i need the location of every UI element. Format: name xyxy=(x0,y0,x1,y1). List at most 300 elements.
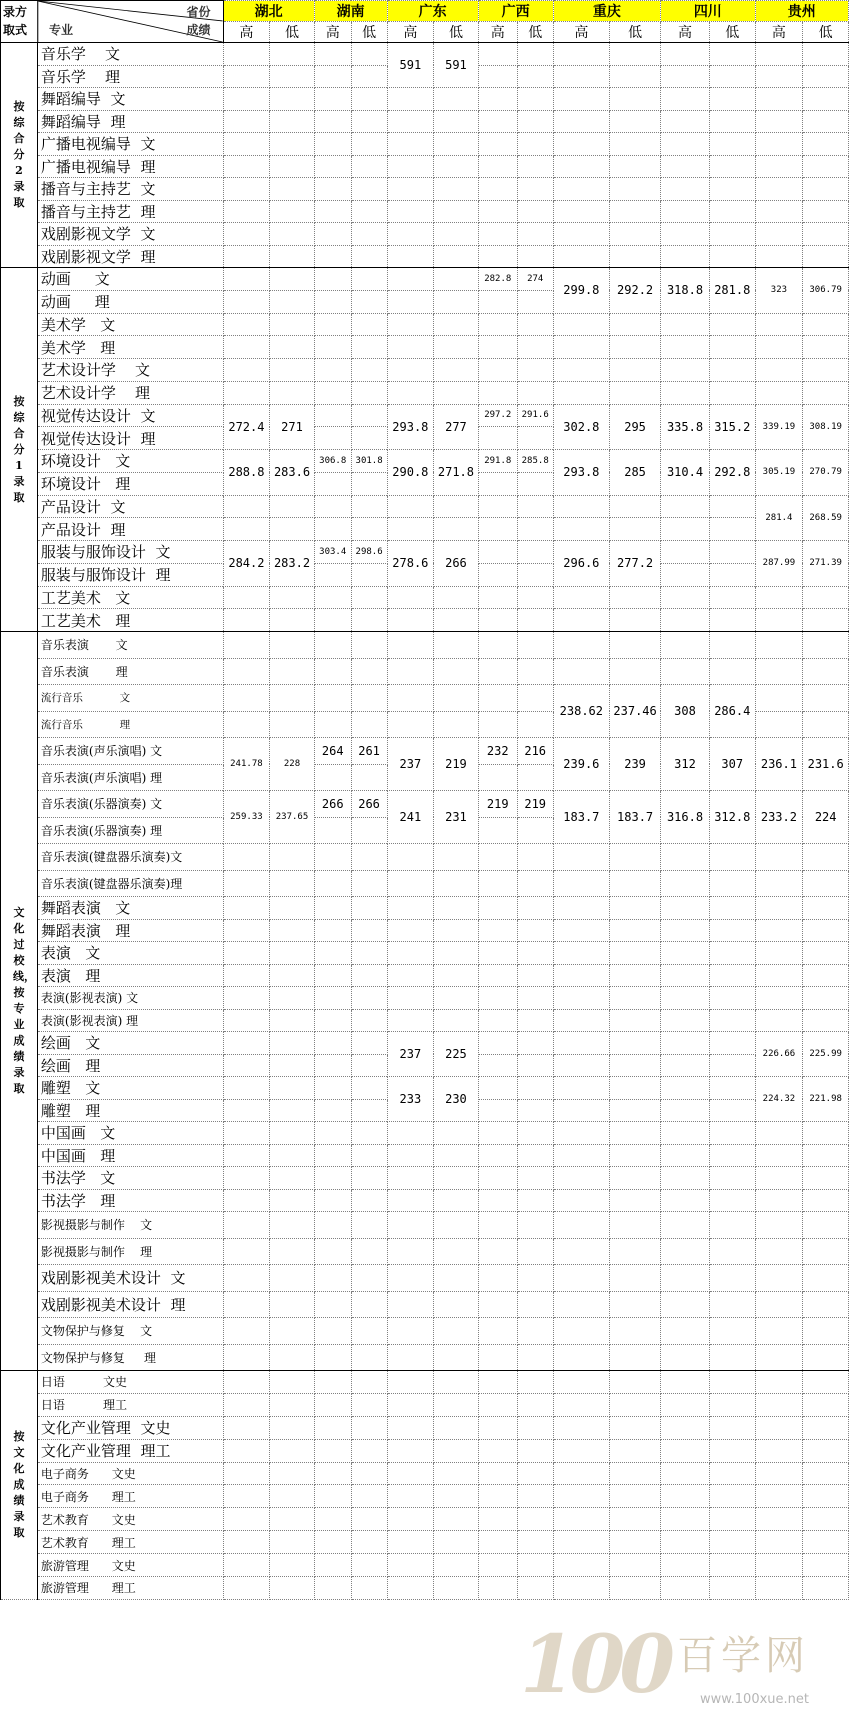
watermark-number: 100 xyxy=(520,1617,669,1711)
score-high-cell xyxy=(661,223,710,246)
high-label: 高 xyxy=(755,22,803,43)
score-low-cell: 591 xyxy=(434,43,479,88)
score-low-cell xyxy=(270,658,315,685)
score-high-cell xyxy=(314,1462,351,1485)
score-high-cell xyxy=(661,1577,710,1600)
province-chongqing: 重庆 xyxy=(553,1,660,22)
score-high-cell xyxy=(223,632,270,659)
score-high-cell xyxy=(223,1462,270,1485)
score-high-cell xyxy=(478,1462,517,1485)
score-low-cell xyxy=(610,1508,661,1531)
score-high-cell xyxy=(478,1099,517,1122)
major-name: 艺术设计学 文 xyxy=(37,359,223,382)
score-low-cell xyxy=(709,964,755,987)
score-low-cell xyxy=(517,1291,553,1318)
score-high-cell xyxy=(661,563,710,586)
score-high-cell xyxy=(553,1167,609,1190)
score-low-cell xyxy=(270,110,315,133)
major-name: 产品设计 理 xyxy=(37,518,223,541)
table-row xyxy=(1,1167,849,1190)
score-high-cell xyxy=(478,1032,517,1055)
score-low-cell xyxy=(434,268,479,291)
score-low-cell: 306.79 xyxy=(803,268,849,314)
score-high-cell xyxy=(223,1212,270,1239)
table-row xyxy=(1,110,849,133)
score-low-cell xyxy=(351,563,387,586)
province-hunan: 湖南 xyxy=(314,1,387,22)
score-high-cell xyxy=(387,1291,434,1318)
province-hubei: 湖北 xyxy=(223,1,314,22)
score-high-cell xyxy=(314,359,351,382)
score-high-cell xyxy=(661,897,710,920)
score-low-cell xyxy=(434,964,479,987)
score-high-cell: 296.6 xyxy=(553,541,609,587)
score-high-cell xyxy=(553,65,609,88)
score-low-cell xyxy=(351,381,387,404)
score-high-cell xyxy=(314,427,351,450)
table-row xyxy=(1,1144,849,1167)
score-high-cell xyxy=(755,1122,803,1145)
score-low-cell xyxy=(709,88,755,111)
admission-method-cell xyxy=(1,43,38,268)
score-high-cell xyxy=(553,245,609,268)
score-high-cell xyxy=(314,245,351,268)
score-high-cell xyxy=(755,897,803,920)
score-high-cell xyxy=(755,223,803,246)
score-high-cell xyxy=(553,658,609,685)
score-high-cell xyxy=(661,1393,710,1416)
major-name: 文物保护与修复 理 xyxy=(37,1344,223,1371)
score-high-cell xyxy=(223,1371,270,1394)
score-high-cell xyxy=(661,1485,710,1508)
score-low-cell xyxy=(610,586,661,609)
score-low-cell xyxy=(270,1122,315,1145)
score-high-cell: 224.32 xyxy=(755,1077,803,1122)
province-sichuan: 四川 xyxy=(661,1,755,22)
score-high-cell xyxy=(661,658,710,685)
score-high-cell xyxy=(478,764,517,791)
score-high-cell xyxy=(314,609,351,632)
score-high-cell xyxy=(314,1054,351,1077)
score-high-cell xyxy=(223,609,270,632)
score-low-cell xyxy=(517,110,553,133)
table-row xyxy=(1,541,849,564)
score-low-cell xyxy=(434,1554,479,1577)
score-low-cell xyxy=(517,541,553,564)
score-low-cell xyxy=(803,1009,849,1032)
score-high-cell: 284.2 xyxy=(223,541,270,587)
score-high-cell xyxy=(755,987,803,1010)
score-low-cell: 281.8 xyxy=(709,268,755,314)
score-high-cell xyxy=(661,381,710,404)
score-high-cell xyxy=(661,1032,710,1055)
score-high-cell xyxy=(661,1238,710,1265)
score-high-cell xyxy=(478,817,517,844)
score-low-cell xyxy=(351,897,387,920)
table-row xyxy=(1,268,849,291)
score-low-cell: 277.2 xyxy=(610,541,661,587)
score-low-cell: 283.2 xyxy=(270,541,315,587)
score-high-cell xyxy=(387,609,434,632)
score-high-cell xyxy=(314,1122,351,1145)
major-name: 电子商务 文史 xyxy=(37,1462,223,1485)
score-low-cell xyxy=(270,1077,315,1100)
major-name: 音乐表演(乐器演奏) 文 xyxy=(37,791,223,818)
watermark-url: www.100xue.net xyxy=(699,1692,809,1707)
score-high-cell xyxy=(387,870,434,897)
score-high-cell xyxy=(314,200,351,223)
score-high-cell xyxy=(478,919,517,942)
score-low-cell xyxy=(709,1531,755,1554)
score-high-cell xyxy=(314,1099,351,1122)
score-low-cell xyxy=(803,359,849,382)
score-low-cell xyxy=(803,1462,849,1485)
low-label: 低 xyxy=(517,22,553,43)
score-high-cell xyxy=(755,359,803,382)
score-high-cell xyxy=(755,155,803,178)
score-high-cell xyxy=(314,1531,351,1554)
score-high-cell: 316.8 xyxy=(661,791,710,844)
table-row xyxy=(1,942,849,965)
score-high-cell xyxy=(387,1531,434,1554)
score-high-cell xyxy=(387,1212,434,1239)
score-low-cell: 312.8 xyxy=(709,791,755,844)
score-low-cell: 295 xyxy=(610,404,661,450)
score-high-cell xyxy=(661,632,710,659)
score-low-cell xyxy=(351,43,387,66)
score-high-cell xyxy=(755,1531,803,1554)
score-high-cell xyxy=(387,518,434,541)
score-high-cell xyxy=(314,817,351,844)
score-low-cell xyxy=(434,133,479,156)
score-low-cell xyxy=(517,65,553,88)
score-low-cell xyxy=(351,313,387,336)
score-low-cell xyxy=(270,1291,315,1318)
score-low-cell xyxy=(709,381,755,404)
score-low-cell xyxy=(434,1577,479,1600)
score-high-cell xyxy=(314,336,351,359)
score-low-cell xyxy=(709,245,755,268)
score-low-cell xyxy=(610,1144,661,1167)
score-low-cell xyxy=(270,586,315,609)
score-high-cell xyxy=(755,711,803,738)
score-low-cell xyxy=(803,65,849,88)
score-high-cell xyxy=(661,1144,710,1167)
score-low-cell xyxy=(803,155,849,178)
score-low-cell xyxy=(517,1099,553,1122)
score-low-cell xyxy=(517,1265,553,1292)
score-low-cell xyxy=(517,942,553,965)
score-high-cell xyxy=(478,1371,517,1394)
score-low-cell xyxy=(434,336,479,359)
score-low-cell xyxy=(351,764,387,791)
score-high-cell xyxy=(314,1265,351,1292)
score-high-cell xyxy=(387,155,434,178)
score-low-cell xyxy=(803,711,849,738)
score-low-cell xyxy=(709,1009,755,1032)
table-row xyxy=(1,919,849,942)
score-low-cell xyxy=(610,336,661,359)
score-low-cell xyxy=(270,381,315,404)
score-high-cell xyxy=(478,897,517,920)
score-low-cell xyxy=(610,1009,661,1032)
score-low-cell xyxy=(517,1531,553,1554)
score-high-cell xyxy=(553,1077,609,1100)
major-name: 舞蹈编导 理 xyxy=(37,110,223,133)
score-high-cell xyxy=(755,336,803,359)
score-low-cell xyxy=(351,1577,387,1600)
score-low-cell xyxy=(270,1462,315,1485)
score-low-cell xyxy=(270,518,315,541)
score-high-cell xyxy=(387,1508,434,1531)
score-high-cell xyxy=(661,844,710,871)
score-high-cell: 293.8 xyxy=(387,404,434,450)
score-low-cell xyxy=(434,1416,479,1439)
score-low-cell: 307 xyxy=(709,738,755,791)
score-high-cell xyxy=(387,1554,434,1577)
score-high-cell xyxy=(478,133,517,156)
table-row xyxy=(1,1077,849,1100)
table-row xyxy=(1,1189,849,1212)
score-high-cell xyxy=(755,870,803,897)
score-low-cell xyxy=(270,1144,315,1167)
score-high-cell xyxy=(478,609,517,632)
major-name: 表演(影视表演) 文 xyxy=(37,987,223,1010)
high-label: 高 xyxy=(387,22,434,43)
table-row xyxy=(1,245,849,268)
score-low-cell xyxy=(803,1485,849,1508)
score-low-cell xyxy=(351,427,387,450)
score-high-cell xyxy=(661,200,710,223)
score-high-cell: 219 xyxy=(478,791,517,818)
table-row xyxy=(1,155,849,178)
score-high-cell xyxy=(223,1291,270,1318)
score-low-cell xyxy=(351,1508,387,1531)
table-row xyxy=(1,987,849,1010)
major-name: 产品设计 文 xyxy=(37,495,223,518)
score-high-cell xyxy=(553,942,609,965)
score-high-cell xyxy=(223,1344,270,1371)
score-low-cell: 291.6 xyxy=(517,404,553,427)
score-low-cell xyxy=(434,381,479,404)
score-high-cell xyxy=(478,110,517,133)
score-high-cell xyxy=(661,359,710,382)
admission-method-cell xyxy=(1,268,38,632)
score-high-cell xyxy=(661,942,710,965)
score-high-cell xyxy=(478,685,517,712)
score-low-cell xyxy=(351,1371,387,1394)
score-low-cell xyxy=(434,919,479,942)
score-high-cell xyxy=(755,1189,803,1212)
table-row xyxy=(1,791,849,818)
score-high-cell xyxy=(478,178,517,201)
table-row xyxy=(1,1371,849,1394)
score-low-cell xyxy=(434,290,479,313)
table-row xyxy=(1,964,849,987)
score-high-cell xyxy=(553,632,609,659)
score-low-cell xyxy=(610,65,661,88)
score-high-cell xyxy=(223,1099,270,1122)
score-high-cell xyxy=(553,495,609,518)
score-low-cell xyxy=(709,870,755,897)
score-low-cell xyxy=(351,223,387,246)
score-high-cell xyxy=(553,919,609,942)
major-name: 表演 文 xyxy=(37,942,223,965)
score-high-cell xyxy=(314,685,351,712)
score-low-cell xyxy=(803,987,849,1010)
score-low-cell xyxy=(709,632,755,659)
score-low-cell xyxy=(270,1054,315,1077)
score-low-cell xyxy=(610,245,661,268)
score-low-cell xyxy=(709,658,755,685)
score-low-cell xyxy=(270,711,315,738)
score-low-cell xyxy=(517,586,553,609)
score-high-cell xyxy=(223,1189,270,1212)
score-low-cell xyxy=(517,1032,553,1055)
score-high-cell xyxy=(553,200,609,223)
major-name: 电子商务 理工 xyxy=(37,1485,223,1508)
score-low-cell: 285 xyxy=(610,450,661,496)
score-high-cell xyxy=(755,1416,803,1439)
score-low-cell xyxy=(803,1122,849,1145)
score-low-cell xyxy=(610,1318,661,1345)
score-high-cell xyxy=(478,1238,517,1265)
score-high-cell xyxy=(478,1344,517,1371)
score-low-cell xyxy=(610,200,661,223)
score-low-cell xyxy=(270,609,315,632)
score-high-cell: 335.8 xyxy=(661,404,710,450)
score-low-cell xyxy=(351,88,387,111)
major-name: 美术学 理 xyxy=(37,336,223,359)
score-low-cell xyxy=(434,586,479,609)
score-low-cell xyxy=(803,200,849,223)
score-low-cell xyxy=(803,245,849,268)
score-low-cell xyxy=(434,1508,479,1531)
score-high-cell xyxy=(755,1371,803,1394)
table-row xyxy=(1,359,849,382)
score-high-cell xyxy=(223,942,270,965)
score-low-cell xyxy=(610,1577,661,1600)
score-high-cell xyxy=(314,178,351,201)
score-high-cell xyxy=(553,359,609,382)
score-low-cell xyxy=(709,942,755,965)
score-high-cell xyxy=(755,1485,803,1508)
score-high-cell xyxy=(314,586,351,609)
score-low-cell xyxy=(803,919,849,942)
score-low-cell xyxy=(351,1393,387,1416)
score-high-cell xyxy=(661,155,710,178)
score-high-cell xyxy=(478,844,517,871)
score-high-cell: 239.6 xyxy=(553,738,609,791)
score-low-cell xyxy=(709,518,755,541)
score-low-cell: 274 xyxy=(517,268,553,291)
score-low-cell: 285.8 xyxy=(517,450,553,473)
score-low-cell xyxy=(803,110,849,133)
score-high-cell xyxy=(387,1416,434,1439)
score-low-cell xyxy=(610,178,661,201)
score-high-cell xyxy=(478,1189,517,1212)
score-high-cell xyxy=(314,1577,351,1600)
score-high-cell xyxy=(755,110,803,133)
table-row xyxy=(1,1291,849,1318)
score-high-cell xyxy=(223,290,270,313)
score-high-cell: 299.8 xyxy=(553,268,609,314)
score-low-cell xyxy=(270,1439,315,1462)
score-high-cell xyxy=(314,313,351,336)
score-high-cell: 310.4 xyxy=(661,450,710,496)
score-high-cell xyxy=(223,313,270,336)
table-row xyxy=(1,870,849,897)
score-high-cell xyxy=(223,110,270,133)
score-high-cell xyxy=(314,987,351,1010)
score-high-cell xyxy=(387,1577,434,1600)
score-high-cell: 226.66 xyxy=(755,1032,803,1077)
score-high-cell xyxy=(387,1371,434,1394)
score-high-cell xyxy=(553,1508,609,1531)
score-low-cell xyxy=(803,1371,849,1394)
score-high-cell xyxy=(661,1077,710,1100)
score-low-cell xyxy=(351,1054,387,1077)
score-low-cell: 231 xyxy=(434,791,479,844)
low-label: 低 xyxy=(351,22,387,43)
score-high-cell xyxy=(478,381,517,404)
score-high-cell xyxy=(755,1318,803,1345)
score-low-cell: 237.65 xyxy=(270,791,315,844)
score-low-cell xyxy=(434,495,479,518)
score-high-cell xyxy=(314,1371,351,1394)
score-high-cell xyxy=(387,1238,434,1265)
score-low-cell xyxy=(270,290,315,313)
score-low-cell xyxy=(351,495,387,518)
score-high-cell xyxy=(755,1554,803,1577)
major-name: 工艺美术 文 xyxy=(37,586,223,609)
score-low-cell: 224 xyxy=(803,791,849,844)
score-high-cell xyxy=(478,1212,517,1239)
score-high-cell xyxy=(387,897,434,920)
score-low-cell xyxy=(803,964,849,987)
score-high-cell xyxy=(387,1344,434,1371)
score-low-cell: 286.4 xyxy=(709,685,755,738)
score-high-cell xyxy=(223,987,270,1010)
score-high-cell xyxy=(223,1009,270,1032)
score-high-cell xyxy=(387,1462,434,1485)
table-row xyxy=(1,450,849,473)
score-high-cell xyxy=(223,1416,270,1439)
score-low-cell xyxy=(270,897,315,920)
score-low-cell xyxy=(517,381,553,404)
score-low-cell xyxy=(709,223,755,246)
score-low-cell xyxy=(517,1416,553,1439)
score-low-cell xyxy=(517,844,553,871)
major-name: 旅游管理 文史 xyxy=(37,1554,223,1577)
score-low-cell: 225.99 xyxy=(803,1032,849,1077)
admission-method-cell xyxy=(1,1371,38,1600)
province-guizhou: 贵州 xyxy=(755,1,848,22)
province-guangxi: 广西 xyxy=(478,1,553,22)
score-low-cell xyxy=(351,1318,387,1345)
score-low-cell xyxy=(270,1189,315,1212)
score-low-cell xyxy=(803,658,849,685)
score-high-cell xyxy=(314,404,351,427)
score-high-cell xyxy=(314,1318,351,1345)
score-low-cell xyxy=(610,1167,661,1190)
score-high-cell xyxy=(661,987,710,1010)
score-high-cell xyxy=(223,1531,270,1554)
major-name: 文物保护与修复 文 xyxy=(37,1318,223,1345)
corner-score-label: 成绩 xyxy=(186,23,211,37)
score-low-cell xyxy=(351,65,387,88)
score-high-cell xyxy=(553,964,609,987)
